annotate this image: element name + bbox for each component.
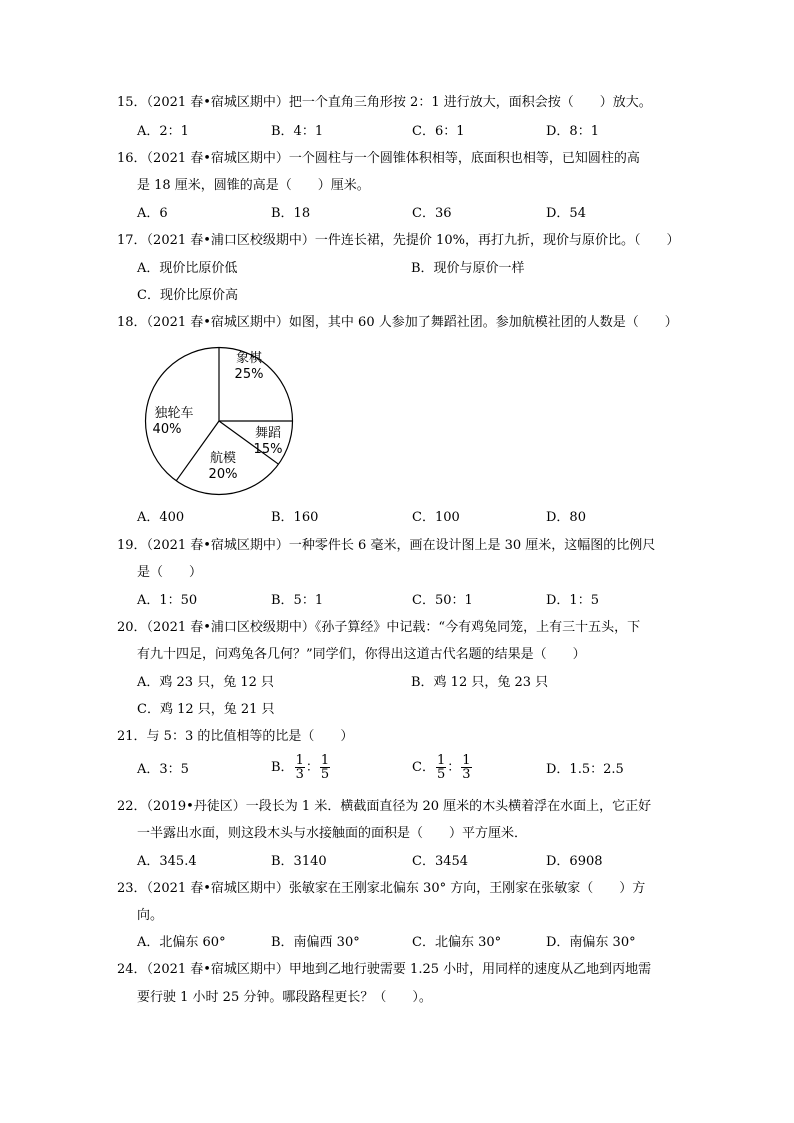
option-c[interactable]: C．现价比原价高 <box>137 288 238 303</box>
option-b[interactable] <box>271 754 331 781</box>
pie-pct-dulunche: 40% <box>152 422 182 437</box>
fraction: $\frac{1}{5}$ <box>436 753 446 782</box>
question-23-text-cont: 向。 <box>137 908 164 923</box>
pie-chart <box>140 340 304 504</box>
option-a[interactable]: A．1：50 <box>137 593 198 608</box>
option-a[interactable]: A．3：5 <box>137 762 189 777</box>
pie-label-hangmo: 航模 <box>209 451 237 466</box>
option-a[interactable]: A．2：1 <box>137 124 189 139</box>
question-24-text: 24．（2021 春•宿城区期中）甲地到乙地行驶需要 1.25 小时，用同样的速度从乙地到丙地需 <box>117 962 652 977</box>
option-c[interactable]: C．36 <box>412 206 452 221</box>
option-b[interactable]: B．现价与原价一样 <box>411 261 525 276</box>
question-20-text-cont: 有九十四足，问鸡兔各几何？”同学们，你得出这道古代名题的结果是（ ） <box>137 647 586 662</box>
option-b[interactable]: B．18 <box>271 206 311 221</box>
pie-label-xiangqi: 象棋 <box>235 351 263 366</box>
question-17-options-row2 <box>137 288 697 306</box>
question-16-text: 16．（2021 春•宿城区期中）一个圆柱与一个圆锥体积相等，底面积也相等，已知圆柱的高 <box>117 151 640 166</box>
question-22-text: 22．（2019•丹徒区）一段长为 1 米．横截面直径为 20 厘米的木头横着浮在水面上，它正好 <box>117 799 652 814</box>
question-24-text-cont: 要行驶 1 小时 25 分钟。哪段路程更长？（ ）。 <box>137 990 432 1005</box>
pie-label-wudao: 舞蹈 <box>254 426 282 441</box>
question-20-options-row2 <box>137 702 697 720</box>
question-17-text: 17．（2021 春•浦口区校级期中）一件连长裙，先提价 10%，再打九折，现价与原价比。（ ） <box>117 233 680 248</box>
question-20-text: 20．（2021 春•浦口区校级期中）《孙子算经》中记载：“今有鸡兔同笼，上有三十五头，下 <box>117 620 641 635</box>
question-16-text-cont: 是 18 厘米，圆锥的高是（ ）厘米。 <box>137 178 370 193</box>
option-b[interactable]: B．5：1 <box>271 593 324 608</box>
question-18-text: 18．（2021 春•宿城区期中）如图，其中 60 人参加了舞蹈社团。参加航模社团的人数是（ ） <box>117 315 678 330</box>
question-23-options <box>137 935 697 953</box>
question-15-options <box>137 124 697 142</box>
option-b[interactable]: B．4：1 <box>271 124 324 139</box>
option-d[interactable]: D．南偏东 30° <box>546 935 636 950</box>
pie-pct-hangmo: 20% <box>208 467 238 482</box>
question-15-text: 15．（2021 春•宿城区期中）把一个直角三角形按 2：1 进行放大，面积会按（ ）放大。 <box>117 95 652 110</box>
option-b[interactable]: B．3140 <box>271 854 327 869</box>
question-23-text: 23．（2021 春•宿城区期中）张敏家在王刚家北偏东 30° 方向，王刚家在张敏家（ ）方 <box>117 881 646 896</box>
ratio-colon: ： <box>447 760 461 775</box>
option-c-letter: C． <box>412 760 435 775</box>
fraction: $\frac{1}{3}$ <box>462 753 471 782</box>
option-a[interactable]: A．北偏东 60° <box>137 935 226 950</box>
option-a[interactable]: A．鸡 23 只，兔 12 只 <box>137 675 275 690</box>
question-22-text-cont: 一半露出水面，则这段木头与水接触面的面积是（ ）平方厘米． <box>137 826 528 841</box>
option-a[interactable]: A．6 <box>137 206 168 221</box>
question-21-options <box>137 753 697 790</box>
option-b[interactable]: B．160 <box>271 510 319 525</box>
pie-pct-xiangqi: 25% <box>234 367 264 382</box>
option-c[interactable]: C．鸡 12 只，兔 21 只 <box>137 702 275 717</box>
question-19-text: 19．（2021 春•宿城区期中）一种零件长 6 毫米，画在设计图上是 30 厘米，这幅图的比例尺 <box>117 538 656 553</box>
fraction: $\frac{1}{5}$ <box>320 753 330 782</box>
pie-label-dulunche: 独轮车 <box>154 406 194 421</box>
question-21-text: 21．与 5：3 的比值相等的比是（ ） <box>117 729 354 744</box>
option-c[interactable]: C．3454 <box>412 854 469 869</box>
option-b[interactable]: B．南偏西 30° <box>271 935 360 950</box>
option-c[interactable]: C．北偏东 30° <box>412 935 502 950</box>
option-d[interactable]: D．54 <box>546 206 586 221</box>
question-18-options <box>137 510 697 528</box>
option-a[interactable]: A．现价比原价低 <box>137 261 238 276</box>
option-c[interactable]: C．50：1 <box>412 593 473 608</box>
question-22-options <box>137 854 697 872</box>
option-b[interactable]: B．鸡 12 只，兔 23 只 <box>411 675 549 690</box>
fraction: $\frac{1}{3}$ <box>295 753 304 782</box>
option-d[interactable]: D．1：5 <box>546 593 599 608</box>
option-c[interactable] <box>412 754 473 781</box>
question-17-options <box>137 261 697 279</box>
option-d[interactable]: D．6908 <box>546 854 603 869</box>
option-c[interactable]: C．6：1 <box>412 124 465 139</box>
question-20-options <box>137 675 697 693</box>
option-d[interactable]: D．8：1 <box>546 124 599 139</box>
question-19-options <box>137 593 697 611</box>
pie-pct-wudao: 15% <box>253 442 283 457</box>
option-c[interactable]: C．100 <box>412 510 460 525</box>
question-16-options <box>137 206 697 224</box>
ratio-colon: ： <box>305 760 319 775</box>
option-a[interactable]: A．345.4 <box>137 854 197 869</box>
option-d[interactable]: D．80 <box>546 510 586 525</box>
option-b-letter: B． <box>271 760 294 775</box>
option-a[interactable]: A．400 <box>137 510 185 525</box>
question-19-text-cont: 是（ ） <box>137 565 203 580</box>
option-d[interactable]: D．1.5：2.5 <box>546 762 624 777</box>
